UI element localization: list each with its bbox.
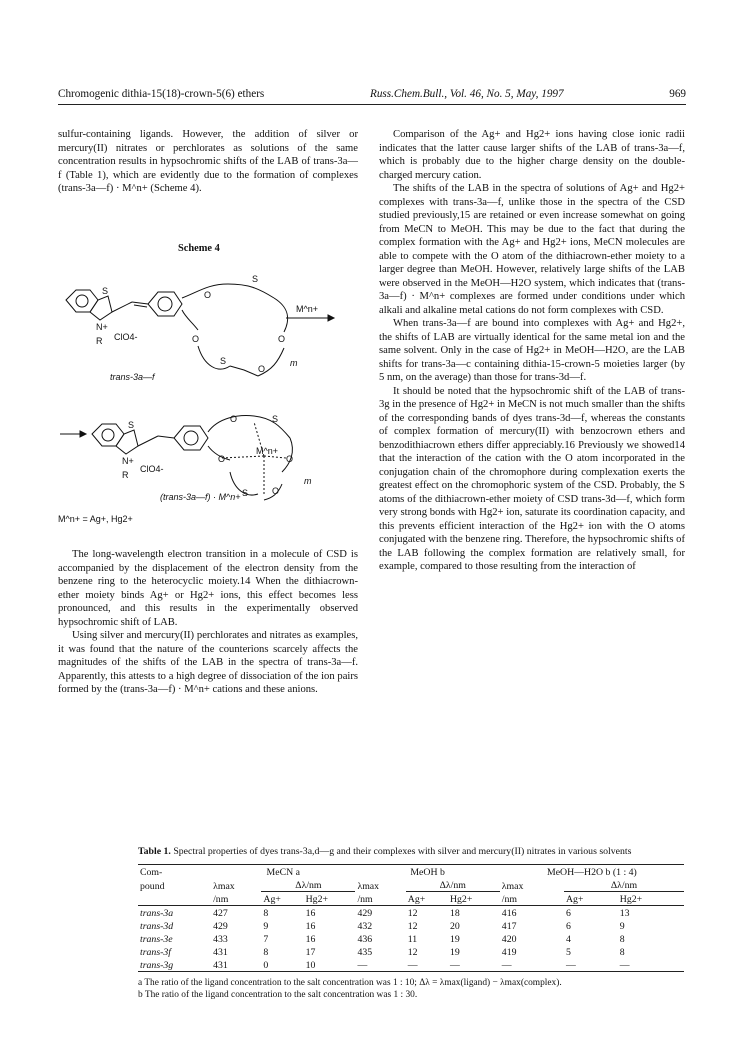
atom-O: O	[192, 334, 200, 344]
header-lambda: λmax	[213, 880, 235, 892]
value-cell: 8	[619, 947, 625, 958]
scheme-title: Scheme 4	[178, 243, 220, 254]
value-cell: 7	[263, 934, 269, 945]
value-cell: —	[448, 958, 500, 972]
value-cell: 19	[449, 947, 460, 958]
paragraph: Using silver and mercury(II) perchlorates and nitrates as examples, it was found that the nature of the counterions scarcely affects the magnitudes of the shifts of the LAB in the spectra of trans-3a—f. Apparently, this attests to a high degree of dissociation of the ion pairs formed by the (trans-3a—f) · M^n+ cations and these anions.	[58, 630, 358, 695]
table-header-row	[138, 892, 684, 906]
value-cell: 431	[211, 958, 261, 972]
table-row	[138, 932, 684, 945]
value-cell: 431	[213, 947, 228, 958]
table-row	[138, 958, 684, 972]
atom-R: R	[122, 470, 129, 480]
header-unit: /nm	[211, 892, 261, 906]
value-cell: 417	[501, 921, 517, 932]
table-header-row	[138, 865, 684, 879]
value-cell: 12	[407, 921, 418, 932]
value-cell: 435	[357, 947, 373, 958]
atom-S: S	[102, 286, 109, 296]
compound-cell: trans-3g	[138, 958, 211, 972]
atom-O: O	[278, 334, 286, 344]
value-cell: —	[406, 958, 448, 972]
running-head	[58, 88, 686, 105]
atom-O: O	[204, 290, 212, 300]
atom-O: O	[218, 454, 226, 464]
subscript-m: m	[304, 476, 312, 486]
header-unit: /nm	[500, 892, 564, 906]
right-column	[379, 128, 685, 574]
paragraph: It should be noted that the hypsochromic shift of the LAB of trans-3g in the presence of Hg2+ in MeCN is not much smaller than the shifts of the corresponding bands of dyes trans-3d—f, whereas the constants of complex formation of mercury(II) with benzocrown ethers and benzodithiacrown ethers differ appreciably.16 Previously we showed14 that the interaction of the cation with the O atom incorporated in the conjugation chain of the chromophore during complexation exerts the greatest effect on the chromophoric system of the CSD. Probably, the S atoms of the dithiacrown-ether moiety of CSD trans-3d—f, which form very strong bonds with Hg2+ ion, saturate its coordination capacity, and this prevents efficient interaction of the Hg2+ ion with the O atoms conjugated with the benzene ring. Therefore, the hypsochromic shifts of the LAB following the complex formation are relatively small, for example, compared to those resulting from the interaction of	[379, 385, 685, 572]
reagent-label: M^n+	[296, 304, 318, 314]
ligand-label: trans-3a—f	[110, 372, 155, 382]
atom-O: O	[230, 414, 238, 424]
running-head-title: Chromogenic dithia-15(18)-crown-5(6) ethers	[58, 88, 265, 100]
value-cell: 432	[357, 921, 373, 932]
header-compound: pound	[140, 880, 165, 892]
header-group-mecn: MeCN a	[266, 867, 300, 878]
value-cell: —	[500, 958, 564, 972]
value-cell: 420	[501, 934, 517, 945]
table-caption-label: Table 1.	[138, 846, 171, 857]
value-cell: 16	[305, 934, 316, 945]
value-cell: 19	[449, 934, 460, 945]
journal-citation: Russ.Chem.Bull., Vol. 46, No. 5, May, 1997	[370, 88, 564, 100]
atom-O: O	[286, 454, 294, 464]
ligand-structure	[66, 274, 298, 382]
value-cell: 433	[213, 934, 228, 945]
atom-S: S	[220, 356, 227, 366]
value-cell: 8	[619, 934, 625, 945]
atom-N: N+	[122, 456, 134, 466]
table-row	[138, 919, 684, 932]
atom-S: S	[128, 420, 135, 430]
complex-label: (trans-3a—f) · M^n+	[160, 492, 241, 502]
header-ag: Ag+	[406, 892, 448, 906]
header-delta: Δλ/nm	[406, 878, 500, 892]
value-cell: 9	[619, 921, 625, 932]
value-cell: 13	[619, 908, 630, 919]
header-hg: Hg2+	[304, 892, 356, 906]
counterion: ClO4-	[114, 332, 138, 342]
value-cell: 416	[501, 908, 517, 919]
subscript-m: m	[290, 358, 298, 368]
atom-R: R	[96, 336, 103, 346]
value-cell: 5	[565, 947, 571, 958]
value-cell: 4	[565, 934, 571, 945]
value-cell: —	[618, 958, 684, 972]
atom-S: S	[272, 414, 279, 424]
value-cell: 11	[407, 934, 418, 945]
paragraph: sulfur-containing ligands. However, the addition of silver or mercury(II) nitrates or perchlorates as solutions of the same concentration results in hypsochromic shifts of the LAB of trans-3a—f (Table 1), which are evidently due to the formation of complexes (trans-3a—f) · M^n+ (Scheme 4).	[58, 129, 358, 194]
value-cell: 8	[263, 908, 269, 919]
footnote: a The ratio of the ligand concentration to the salt concentration was 1 : 10; Δλ = λmax(ligand) − λmax(complex).	[138, 978, 562, 988]
value-cell: 429	[357, 908, 373, 919]
value-cell: 427	[213, 908, 228, 919]
paragraph: When trans-3a—f are bound into complexes with Ag+ and Hg2+, the shifts of LAB are virtually identical for the same metal ion and the same solvent. Only in the case of Hg2+ in MeOH—H2O, are the LAB shifts for trans-3a—c containing dithia-15-crown-5 moieties larger (by 5 nm, on the average) than those for trans-3d—f.	[379, 318, 685, 383]
value-cell: 10	[304, 958, 356, 972]
value-cell: 20	[449, 921, 460, 932]
value-cell: —	[355, 958, 405, 972]
header-group-meoh-water: MeOH—H2O b (1 : 4)	[547, 867, 637, 878]
header-delta: Δλ/nm	[261, 878, 355, 892]
compound-cell: trans-3a	[140, 908, 174, 919]
left-column-bottom	[58, 548, 358, 697]
header-hg: Hg2+	[448, 892, 500, 906]
table-footnotes	[138, 978, 684, 1001]
atom-S: S	[242, 488, 249, 498]
header-group-meoh: MeOH b	[410, 867, 445, 878]
header-blank	[138, 892, 211, 906]
page-number: 969	[669, 88, 686, 100]
table-caption	[138, 846, 684, 858]
value-cell: 12	[407, 908, 418, 919]
table-caption-text: Spectral properties of dyes trans-3a,d—g and their complexes with silver and mercury(II) nitrates in various solvents	[173, 846, 632, 857]
header-lambda: λmax	[357, 880, 380, 892]
atom-O: O	[272, 486, 280, 496]
left-column-top	[58, 128, 358, 196]
paragraph: The shifts of the LAB in the spectra of solutions of Ag+ and Hg2+ complexes with trans-3a—f, unlike those in the spectra of the CSD studied previously,15 are retained or even increase somewhat on going from MeCN to MeOH. This may be due to the fact that during the complex formation with the Ag+ and Hg2+ ions, MeCN molecules are able to compete with the O atom of the dithiacrown-ether moiety to a larger degree than MeOH. However, relatively large shifts of the LAB were observed in the MeOH—H2O system, which indicates that (trans-3a—f) · M^n+ complexes are formed under conditions under which alkali and alkaline metal cations do not form complexes with CSD.	[379, 183, 685, 316]
header-hg: Hg2+	[618, 892, 684, 906]
metal-ion: M^n+	[256, 446, 278, 456]
header-unit: /nm	[355, 892, 405, 906]
paragraph: The long-wavelength electron transition in a molecule of CSD is accompanied by the displacement of the electron density from the benzene ring to the heterocyclic moiety.14 When the dithiacrown-ether moiety binds Ag+ or Hg2+ ions, this effect becomes less pronounced, and this results in the experimentally observed hypsochromic shift of LAB.	[58, 549, 358, 628]
spectral-table	[138, 864, 684, 972]
table-header-row	[138, 878, 684, 892]
header-delta: Δλ/nm	[564, 878, 684, 892]
value-cell: 429	[213, 921, 228, 932]
footnote: b The ratio of the ligand concentration to the salt concentration was 1 : 30.	[138, 989, 418, 1000]
table-row	[138, 906, 684, 920]
compound-cell: trans-3f	[140, 947, 172, 958]
value-cell: 17	[305, 947, 316, 958]
header-compound: Com-	[140, 867, 163, 878]
value-cell: 18	[449, 908, 460, 919]
table-row	[138, 945, 684, 958]
atom-S: S	[252, 274, 259, 284]
paragraph: Comparison of the Ag+ and Hg2+ ions having close ionic radii indicates that the latter cause larger shifts of the LAB of trans-3a—f, which is probably due to the higher charge density on the double-charged mercury cation.	[379, 129, 685, 181]
compound-cell: trans-3e	[140, 934, 173, 945]
value-cell: 6	[565, 921, 571, 932]
value-cell: 436	[357, 934, 373, 945]
complex-structure	[92, 414, 312, 502]
header-ag: Ag+	[261, 892, 303, 906]
atom-O: O	[258, 364, 266, 374]
atom-N: N+	[96, 322, 108, 332]
value-cell: 419	[501, 947, 517, 958]
value-cell: 16	[305, 921, 316, 932]
value-cell: 16	[305, 908, 316, 919]
table-1	[138, 846, 684, 1001]
scheme-4-diagram	[58, 258, 358, 534]
header-lambda: λmax	[501, 880, 524, 892]
header-ag: Ag+	[564, 892, 618, 906]
value-cell: 0	[261, 958, 303, 972]
value-cell: 8	[263, 947, 269, 958]
value-cell: 12	[407, 947, 418, 958]
table-body	[138, 906, 684, 972]
compound-cell: trans-3d	[140, 921, 174, 932]
value-cell: 9	[263, 921, 269, 932]
value-cell: —	[564, 958, 618, 972]
value-cell: 6	[565, 908, 571, 919]
cation-definition: M^n+ = Ag+, Hg2+	[58, 514, 133, 524]
counterion: ClO4-	[140, 464, 164, 474]
